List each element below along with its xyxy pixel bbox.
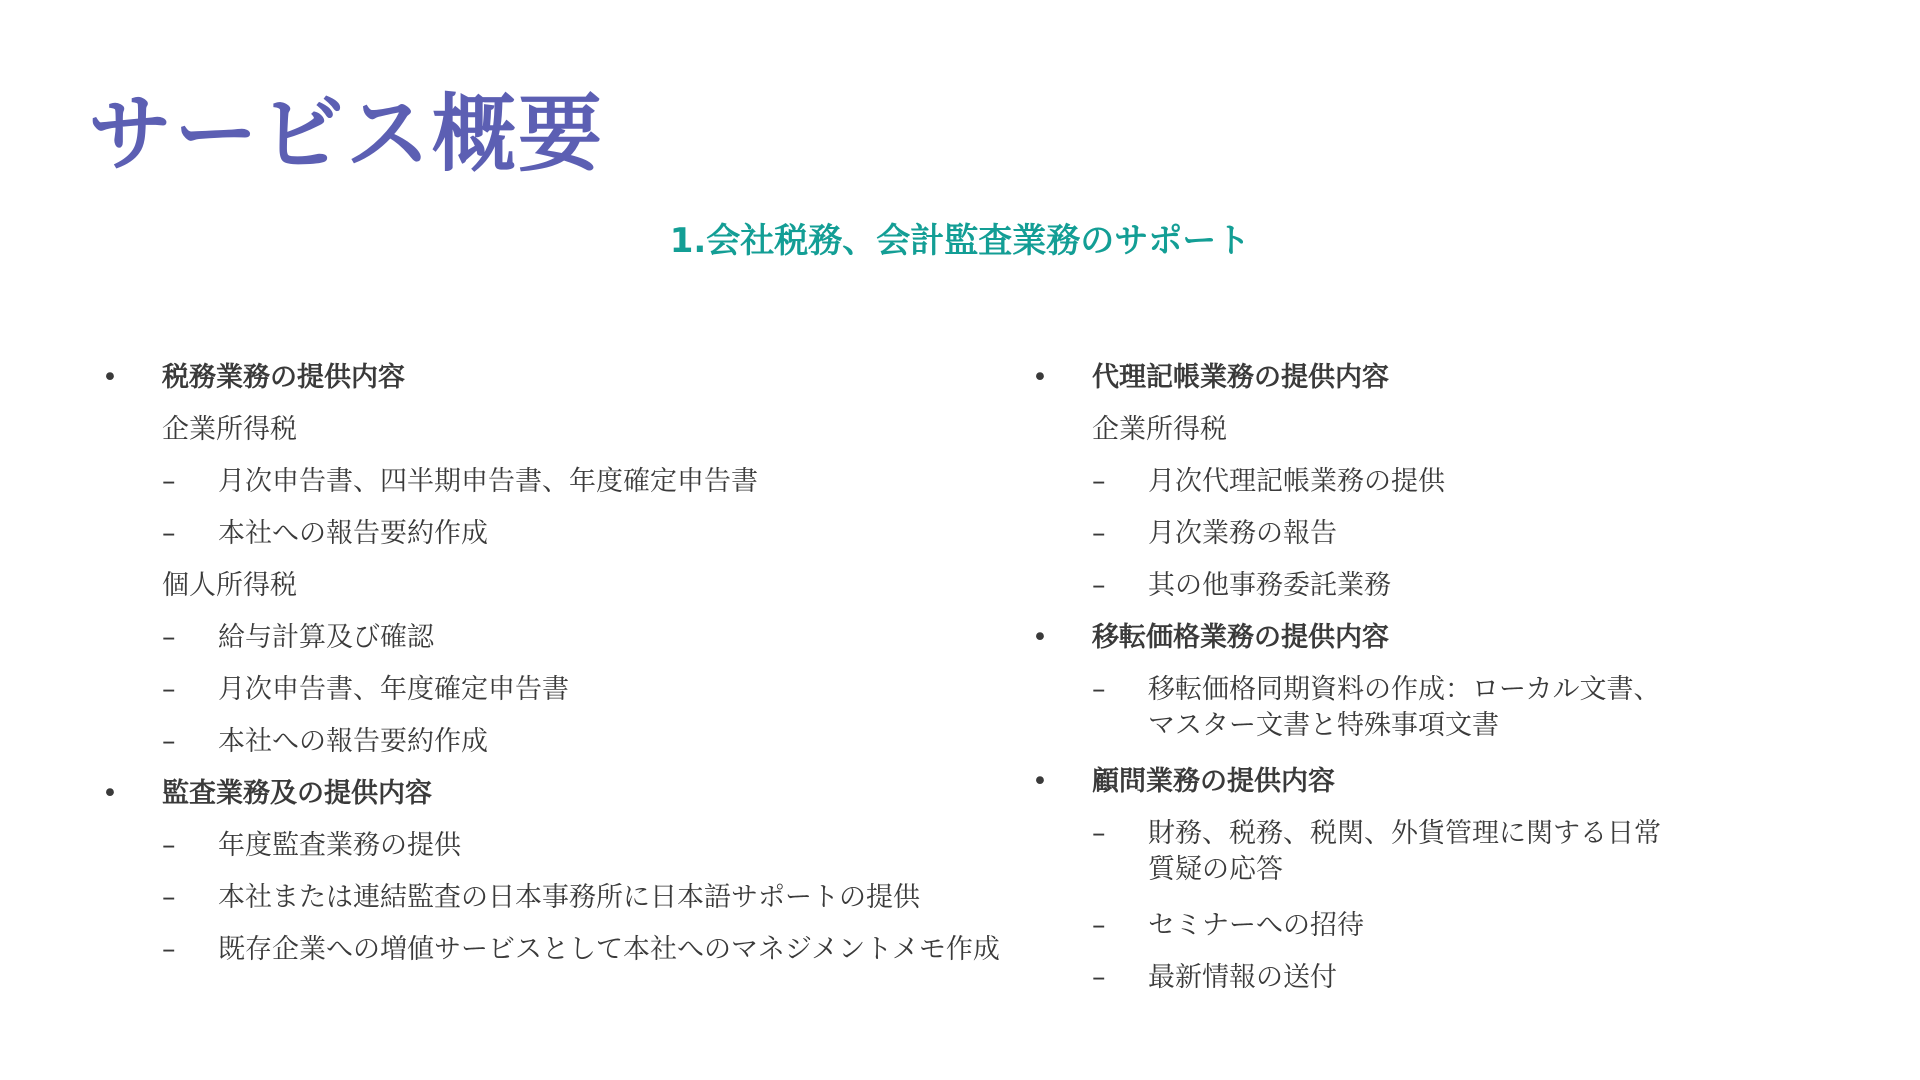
dash-marker: –: [1092, 962, 1106, 993]
bullet-text: 顧問業務の提供内容: [1092, 766, 1335, 797]
dash-item: [100, 932, 1030, 968]
category-heading: [100, 568, 1030, 604]
dash-text: 月次業務の報告: [1148, 518, 1337, 549]
bullet-marker: •: [1032, 622, 1048, 653]
dash-marker: –: [162, 830, 176, 861]
dash-marker: –: [162, 466, 176, 497]
bullet-marker: •: [1032, 362, 1048, 393]
left-column: [100, 360, 1030, 984]
dash-text: 給与計算及び確認: [218, 622, 434, 653]
dash-item: [1030, 816, 1790, 888]
page-title: サービス概要: [88, 85, 605, 183]
bullet-marker: •: [102, 778, 118, 809]
dash-text: 移転価格同期資料の作成：ローカル文書、: [1148, 674, 1661, 705]
dash-text: 月次申告書、四半期申告書、年度確定申告書: [218, 466, 758, 497]
dash-item: [1030, 960, 1790, 996]
bullet-text: 税務業務の提供内容: [162, 362, 405, 393]
dash-item: [1030, 464, 1790, 500]
dash-item: [100, 620, 1030, 656]
dash-text: 月次代理記帳業務の提供: [1148, 466, 1445, 497]
dash-item: [1030, 516, 1790, 552]
dash-item: [100, 724, 1030, 760]
dash-text: 財務、税務、税関、外貨管理に関する日常: [1148, 818, 1661, 849]
right-column: [1030, 360, 1790, 1012]
bullet-item: [100, 776, 1030, 812]
dash-item: [100, 464, 1030, 500]
bullet-marker: •: [1032, 766, 1048, 797]
dash-marker: –: [1092, 570, 1106, 601]
bullet-item: [100, 360, 1030, 396]
dash-text: 本社への報告要約作成: [218, 518, 488, 549]
dash-item: [100, 880, 1030, 916]
dash-item: [1030, 568, 1790, 604]
dash-item: [100, 828, 1030, 864]
bullet-text: 代理記帳業務の提供内容: [1092, 362, 1389, 393]
dash-item: [1030, 908, 1790, 944]
dash-text: 本社または連結監査の日本事務所に日本語サポートの提供: [218, 882, 920, 913]
bullet-item: [1030, 620, 1790, 656]
dash-text: 本社への報告要約作成: [218, 726, 488, 757]
dash-marker: –: [1092, 910, 1106, 941]
dash-marker: –: [1092, 818, 1106, 849]
dash-text: 年度監査業務の提供: [218, 830, 461, 861]
category-text: 企業所得税: [162, 414, 297, 445]
dash-marker: –: [162, 882, 176, 913]
dash-marker: –: [1092, 466, 1106, 497]
dash-marker: –: [162, 934, 176, 965]
dash-marker: –: [162, 674, 176, 705]
dash-item: [100, 516, 1030, 552]
dash-text: 月次申告書、年度確定申告書: [218, 674, 569, 705]
dash-text-continuation: マスター文書と特殊事項文書: [1148, 710, 1499, 741]
category-text: 企業所得税: [1092, 414, 1227, 445]
category-heading: [100, 412, 1030, 448]
bullet-marker: •: [102, 362, 118, 393]
dash-item: [100, 672, 1030, 708]
bullet-item: [1030, 360, 1790, 396]
bullet-text: 移転価格業務の提供内容: [1092, 622, 1389, 653]
dash-marker: –: [162, 726, 176, 757]
section-subtitle: 1.会社税務、会計監査業務のサポート: [669, 221, 1251, 261]
dash-text: 其の他事務委託業務: [1148, 570, 1391, 601]
dash-text-continuation: 質疑の応答: [1148, 854, 1283, 885]
dash-text: 最新情報の送付: [1148, 962, 1337, 993]
dash-marker: –: [162, 622, 176, 653]
dash-marker: –: [1092, 674, 1106, 705]
category-text: 個人所得税: [162, 570, 297, 601]
dash-marker: –: [1092, 518, 1106, 549]
dash-text: セミナーへの招待: [1148, 910, 1364, 941]
category-heading: [1030, 412, 1790, 448]
dash-item: [1030, 672, 1790, 744]
dash-text: 既存企業への増値サービスとして本社へのマネジメントメモ作成: [218, 934, 1000, 965]
dash-marker: –: [162, 518, 176, 549]
bullet-text: 監査業務及の提供内容: [162, 778, 432, 809]
bullet-item: [1030, 764, 1790, 800]
